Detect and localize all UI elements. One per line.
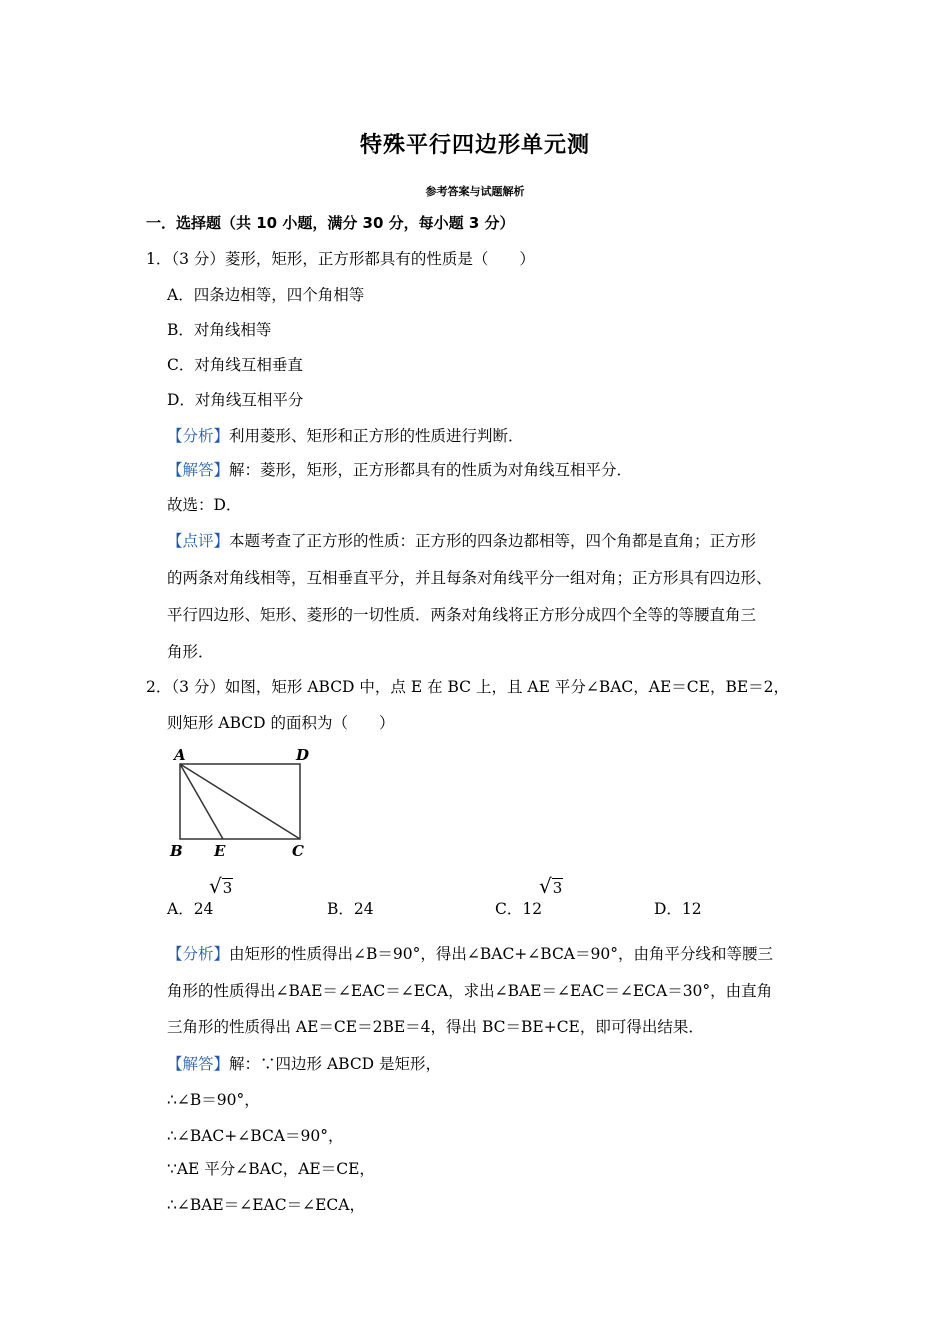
comment-tag: 【点评】 (167, 532, 230, 550)
q1-answer (167, 460, 632, 480)
q2-answer-line-3: ∴∠BAC+∠BCA＝90°， (167, 1127, 344, 1145)
q1-option-b: B．对角线相等 (167, 321, 272, 339)
q2-option-a: A．24 (167, 900, 214, 918)
q1-option-a: A．四条边相等，四个角相等 (167, 286, 365, 304)
q2-stem-line-2: 则矩形 ABCD 的面积为（ ） (167, 714, 395, 732)
q2-analysis-line-2: 角形的性质得出∠BAE＝∠EAC＝∠ECA，求出∠BAE＝∠EAC＝∠ECA＝30°，由直角 (167, 982, 773, 1000)
comment-text: 本题考查了正方形的性质：正方形的四条边都相等，四个角都是直角；正方形 (229, 532, 757, 550)
q2-analysis-line-1 (167, 944, 773, 964)
answer-text: 解：菱形，矩形，正方形都具有的性质为对角线互相平分． (229, 461, 633, 479)
label-d: D (296, 746, 310, 764)
analysis-tag: 【分析】 (167, 427, 230, 445)
sqrt-radicand: 3 (222, 879, 233, 897)
page-title: 特殊平行四边形单元测 (359, 133, 590, 158)
q1-option-c: C．对角线互相垂直 (167, 356, 303, 374)
label-b: B (170, 842, 183, 860)
q2-option-c: C．12 (495, 900, 543, 918)
q2-answer-line-4: ∵AE 平分∠BAC，AE＝CE， (167, 1160, 375, 1178)
sqrt-icon: √3 (209, 874, 233, 898)
sqrt-icon: √3 (539, 874, 563, 898)
answer-tag: 【解答】 (167, 1055, 230, 1073)
q1-stem: 1．（3 分）菱形，矩形，正方形都具有的性质是（ ） (146, 250, 535, 268)
rectangle-figure (160, 742, 320, 862)
q2-answer-line-1 (167, 1054, 441, 1074)
q1-analysis (167, 426, 524, 446)
q2-answer-line-2: ∴∠B＝90°， (167, 1091, 260, 1109)
q1-comment-line-1 (167, 531, 756, 551)
q1-comment-line-4: 角形． (167, 643, 214, 661)
label-c: C (292, 842, 304, 860)
section-heading: 一．选择题（共 10 小题，满分 30 分，每小题 3 分） (146, 214, 515, 232)
analysis-text: 利用菱形、矩形和正方形的性质进行判断． (229, 427, 524, 445)
q1-comment-line-3: 平行四边形、矩形、菱形的一切性质．两条对角线将正方形分成四个全等的等腰直角三 (167, 606, 757, 624)
q1-choice: 故选：D． (167, 496, 242, 514)
q2-analysis-line-3: 三角形的性质得出 AE＝CE＝2BE＝4，得出 BC＝BE+CE，即可得出结果． (167, 1018, 704, 1036)
answer-tag: 【解答】 (167, 461, 230, 479)
q2-stem-line-1: 2．（3 分）如图，矩形 ABCD 中，点 E 在 BC 上，且 AE 平分∠BAC，AE＝CE，BE＝2， (146, 678, 790, 696)
q2-option-b: B．24 (327, 900, 374, 918)
analysis-tag: 【分析】 (167, 945, 230, 963)
answer-text: 解：∵四边形 ABCD 是矩形， (229, 1055, 442, 1073)
q1-option-d: D．对角线互相平分 (167, 391, 304, 409)
label-e: E (214, 842, 226, 860)
segment-ae (180, 764, 223, 839)
page-subtitle: 参考答案与试题解析 (425, 185, 525, 198)
label-a: A (174, 746, 186, 764)
q2-answer-line-5: ∴∠BAE＝∠EAC＝∠ECA， (167, 1196, 365, 1214)
analysis-text: 由矩形的性质得出∠B＝90°，得出∠BAC+∠BCA＝90°，由角平分线和等腰三 (229, 945, 773, 963)
sqrt-radicand: 3 (552, 879, 563, 897)
q1-comment-line-2: 的两条对角线相等，互相垂直平分，并且每条对角线平分一组对角；正方形具有四边形、 (167, 569, 772, 587)
q2-option-d: D．12 (654, 900, 702, 918)
segment-ac (180, 764, 300, 839)
